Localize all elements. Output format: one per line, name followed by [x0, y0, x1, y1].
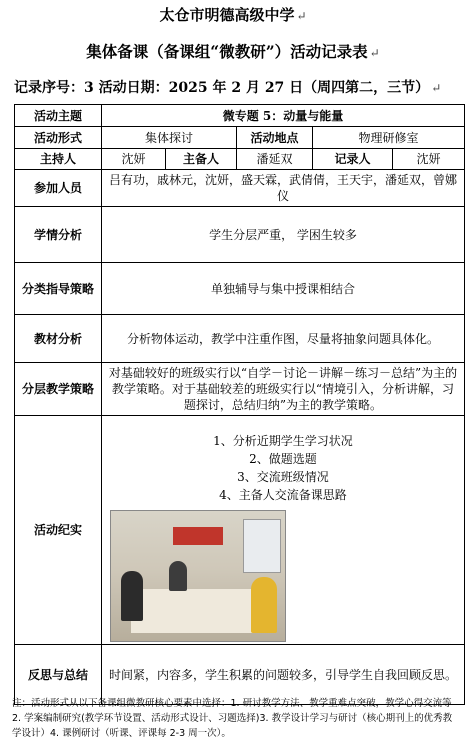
record-item: 1、分析近期学生学习状况	[213, 434, 353, 448]
prep-value: 潘延双	[237, 149, 313, 170]
topic-label: 活动主题	[15, 105, 102, 127]
row-layered	[15, 363, 465, 416]
row-topic	[15, 105, 465, 127]
record-item: 3、交流班级情况	[237, 470, 329, 484]
row-material	[15, 315, 465, 363]
layered-value: 对基础较好的班级实行以“自学－讨论－讲解－练习－总结”为主的教学策略。对于基础较差的班级实行以“情境引入，分析讲解，习题探讨，总结归纳”为主的教学策略。	[102, 363, 465, 416]
row-record	[15, 416, 465, 645]
row-people	[15, 149, 465, 170]
layered-label: 分层教学策略	[15, 363, 102, 416]
photo-person	[121, 571, 143, 621]
participants-value: 吕有功，戚林元，沈妍，盛天霖，武倩倩，王天宇，潘延双，曾娜仪	[102, 170, 465, 207]
row-participants	[15, 170, 465, 207]
material-value: 分析物体运动，教学中注重作图，尽量将抽象问题具体化。	[102, 315, 465, 363]
record-meta: 记录序号：3 活动日期：2025 年 2 月 27 日（周四第二，三节） ↵	[14, 80, 442, 96]
form-title: 集体备课（备课组“微教研”）活动记录表 ↵	[86, 42, 380, 61]
record-label: 活动纪实	[15, 416, 102, 645]
guidance-label: 分类指导策略	[15, 263, 102, 315]
form-value: 集体探讨	[102, 127, 237, 149]
row-form	[15, 127, 465, 149]
reflection-value: 时间紧，内容多，学生积累的问题较多，引导学生自我回顾反思。	[102, 645, 465, 705]
record-item: 2、做题选题	[249, 452, 317, 466]
photo-person	[251, 577, 277, 633]
meeting-photo	[110, 510, 286, 642]
footnote: 注：活动形式从以下备课组微教研核心要素中选择：1. 研讨教学方法、教学重难点突破，教学心得交流等 2. 学案编制研究(教学环节设置、活动形式设计、习题选择)3. 教学设计学习与研讨（核心期刊上的优秀教学设计）4. 课例研讨（听课、评课每 2-3 周一次）。	[12, 698, 453, 739]
photo-window	[243, 519, 281, 573]
row-guidance	[15, 263, 465, 315]
prep-label: 主备人	[166, 149, 237, 170]
activity-record-table	[14, 104, 465, 705]
topic-value: 微专题 5：动量与能量	[102, 105, 465, 127]
photo-meeting-table	[131, 589, 271, 633]
recorder-label: 记录人	[313, 149, 393, 170]
photo-person	[169, 561, 187, 591]
place-value: 物理研修室	[313, 127, 465, 149]
form-label: 活动形式	[15, 127, 102, 149]
host-value: 沈妍	[102, 149, 166, 170]
place-label: 活动地点	[237, 127, 313, 149]
school-name: 太仓市明德高级中学 ↵	[159, 6, 307, 24]
record-item: 4、主备人交流备课思路	[219, 488, 347, 502]
record-content	[102, 416, 465, 645]
photo-red-banner	[173, 527, 223, 545]
learning-label: 学情分析	[15, 207, 102, 263]
material-label: 教材分析	[15, 315, 102, 363]
learning-value: 学生分层严重， 学困生较多	[102, 207, 465, 263]
row-learning	[15, 207, 465, 263]
participants-label: 参加人员	[15, 170, 102, 207]
reflection-label: 反思与总结	[15, 645, 102, 705]
guidance-value: 单独辅导与集中授课相结合	[102, 263, 465, 315]
host-label: 主持人	[15, 149, 102, 170]
recorder-value: 沈妍	[393, 149, 465, 170]
